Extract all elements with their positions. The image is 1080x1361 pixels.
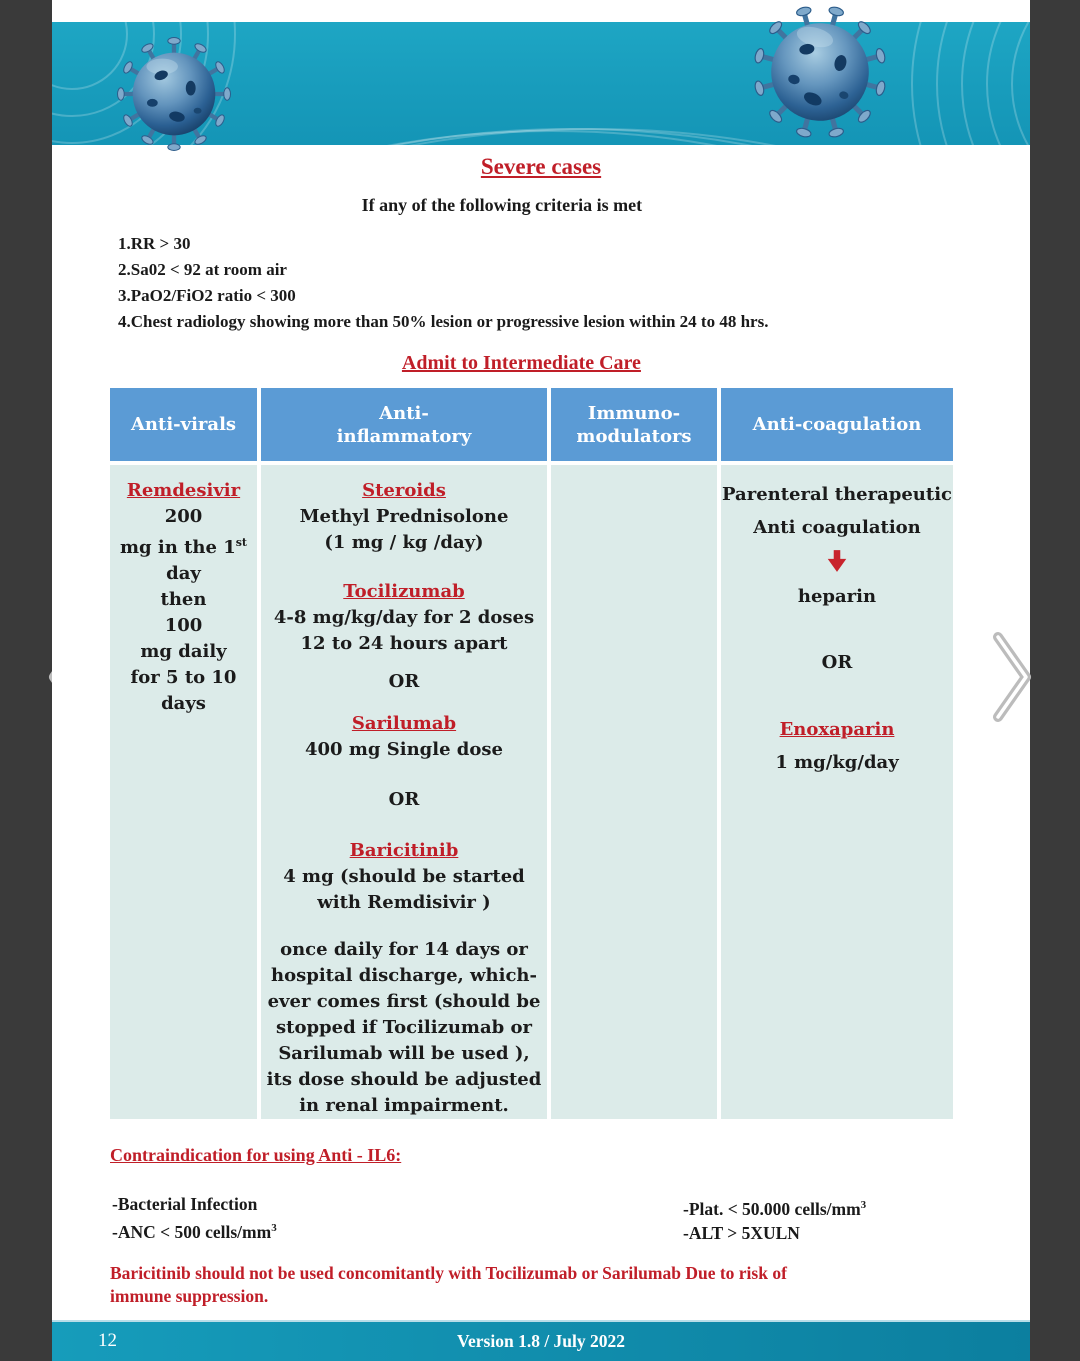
criteria-item: 2.Sa02 < 92 at room air xyxy=(118,260,287,279)
drug-name-remdesivir: Remdesivir xyxy=(126,480,241,501)
text-line: -Plat. < 50.000 cells/mm xyxy=(683,1198,861,1219)
version-label: Version 1.8 / July 2022 xyxy=(456,1331,626,1351)
text-line: Baricitinib should not be used concomitantly with Tocilizumab or Sarilumab Due to risk of xyxy=(110,1263,787,1283)
text-line: 400 mg Single dose xyxy=(305,739,503,760)
footer-bar xyxy=(52,1320,1030,1361)
contraindication-heading: Contraindication for using Anti - IL6: xyxy=(110,1145,402,1165)
treatment-table xyxy=(110,388,953,1119)
text-line xyxy=(110,530,257,561)
text-line: hospital discharge, which- xyxy=(271,965,537,986)
column-header-anticoagulation xyxy=(721,388,953,461)
text-line: immune suppression. xyxy=(110,1286,269,1306)
cell-immunomodulators xyxy=(551,465,717,1119)
superscript: 3 xyxy=(860,1199,867,1211)
text-line: (1 mg / kg /day) xyxy=(324,532,484,553)
text-line: once daily for 14 days or xyxy=(280,939,528,960)
baricitinib-block xyxy=(261,838,547,916)
text-line: 100 xyxy=(164,615,203,636)
header-label: modulators xyxy=(576,425,692,447)
text-line: 200 xyxy=(164,506,203,527)
text-line: -ANC < 500 cells/mm xyxy=(112,1221,272,1242)
criteria-list xyxy=(118,231,768,335)
text-line: ever comes first (should be xyxy=(267,991,541,1012)
column-header-antivirals xyxy=(110,388,257,461)
admit-heading: Admit to Intermediate Care xyxy=(401,352,641,374)
cell-anticoagulation xyxy=(721,465,953,1119)
drug-name-enoxaparin: Enoxaparin xyxy=(779,719,895,740)
page-number: 12 xyxy=(98,1330,117,1351)
drug-name-steroids: Steroids xyxy=(362,480,446,501)
header-label: Anti-coagulation xyxy=(752,414,922,435)
text-line: Sarilumab will be used ), xyxy=(278,1043,530,1064)
criteria-subtitle: If any of the following criteria is met xyxy=(361,195,643,215)
text-line xyxy=(683,1193,866,1221)
text-line xyxy=(112,1216,277,1244)
criteria-item: 1.RR > 30 xyxy=(118,234,191,253)
coronavirus-icon xyxy=(113,33,235,155)
text-line: with Remdisivir ) xyxy=(317,892,491,913)
baricitinib-note xyxy=(261,937,547,1119)
ordinal-superscript: st xyxy=(235,536,247,549)
header-label: inflammatory xyxy=(336,425,472,447)
text-line: then xyxy=(160,589,207,610)
header-label: Anti- xyxy=(379,402,429,424)
text-line: Methyl Prednisolone xyxy=(299,506,509,527)
cell-antivirals xyxy=(110,465,257,1119)
text-line: 12 to 24 hours apart xyxy=(300,633,508,654)
steroids-block xyxy=(261,478,547,556)
text-line: -Bacterial Infection xyxy=(112,1194,258,1214)
or-separator: OR xyxy=(388,671,420,692)
text-line: its dose should be adjusted xyxy=(266,1069,542,1090)
text-line: Parenteral therapeutic xyxy=(722,484,952,505)
text-line: mg in the 1 xyxy=(119,537,236,558)
drug-name-sarilumab: Sarilumab xyxy=(351,713,457,734)
down-arrow-icon xyxy=(721,544,953,580)
text-line: in renal impairment. xyxy=(299,1095,509,1116)
document-page xyxy=(52,0,1030,1361)
chevron-right-icon[interactable] xyxy=(986,627,1036,727)
text-line: heparin xyxy=(797,586,877,607)
or-separator: OR xyxy=(821,652,853,673)
cell-antiinflammatory xyxy=(261,465,547,1119)
criteria-item: 4.Chest radiology showing more than 50% lesion or progressive lesion within 24 to 48 hrs. xyxy=(118,312,769,331)
column-header-antiinflammatory xyxy=(261,388,547,461)
text-line: mg daily xyxy=(140,641,227,662)
text-line: day xyxy=(166,563,201,584)
text-line: stopped if Tocilizumab or xyxy=(276,1017,532,1038)
contraindication-left-list xyxy=(112,1192,277,1244)
superscript: 3 xyxy=(271,1222,277,1234)
text-line: -ALT > 5XULN xyxy=(683,1222,800,1243)
page-title: Severe cases xyxy=(480,154,602,179)
coronavirus-icon xyxy=(748,0,892,144)
tocilizumab-block xyxy=(261,579,547,657)
or-separator: OR xyxy=(388,789,420,810)
text-line: Anti coagulation xyxy=(753,517,921,538)
criteria-item: 3.PaO2/FiO2 ratio < 300 xyxy=(118,286,296,305)
baricitinib-warning xyxy=(110,1262,962,1308)
header-label: Anti-virals xyxy=(130,414,237,435)
contraindication-right-list xyxy=(683,1193,866,1245)
drug-name-baricitinib: Baricitinib xyxy=(349,840,459,861)
sarilumab-block xyxy=(261,711,547,763)
text-line: 4 mg (should be started xyxy=(283,866,525,887)
column-header-immunomodulators xyxy=(551,388,717,461)
text-line: 4-8 mg/kg/day for 2 doses xyxy=(273,607,535,628)
header-label: Immuno- xyxy=(587,402,681,424)
text-line: for 5 to 10 xyxy=(130,667,237,688)
text-line: days xyxy=(161,693,206,714)
drug-name-tocilizumab: Tocilizumab xyxy=(343,581,465,602)
text-line: 1 mg/kg/day xyxy=(775,752,899,773)
